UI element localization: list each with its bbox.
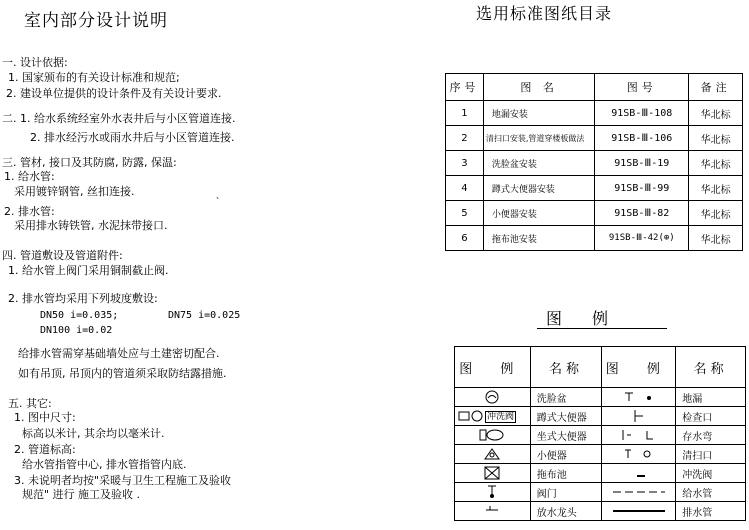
cleanout-icon [619, 446, 659, 462]
check-port-icon [619, 408, 659, 424]
legend-symbol-cell [602, 464, 676, 483]
catalog-header-code: 图号 [595, 74, 689, 101]
legend-name: 存水弯 [676, 426, 746, 445]
legend-symbol-cell [455, 445, 531, 464]
catalog-code: 91SB-Ⅲ-19 [595, 151, 689, 176]
s2-item-2: 2. 排水经污水或雨水井后与小区管道连接. [30, 131, 235, 144]
mop-sink-icon [482, 465, 502, 481]
table-row [455, 407, 746, 426]
catalog-code: 91SB-Ⅲ-106 [595, 126, 689, 151]
catalog-name: 清扫口安装,管道穿楼板做法 [483, 126, 595, 151]
table-row [455, 388, 746, 407]
slope-dn100: DN100 i=0.02 [40, 325, 113, 336]
table-row [455, 502, 746, 521]
s4-heading: 四. 管道敷设及管道附件: [2, 249, 123, 262]
s3-sub-1: 1. 给水管: [4, 170, 55, 183]
legend-title: 图例 [546, 309, 639, 328]
catalog-header-name: 图 名 [483, 74, 595, 101]
table-row [446, 201, 743, 226]
legend-name: 检查口 [676, 407, 746, 426]
washbasin-icon [482, 389, 502, 405]
legend-header-row [455, 347, 746, 388]
s5-heading: 五. 其它: [8, 397, 52, 410]
catalog-note: 华北标 [689, 201, 743, 226]
s5-item-2: 2. 管道标高: [14, 443, 76, 456]
catalog-no: 1 [446, 101, 484, 126]
catalog-table [445, 73, 743, 251]
legend-symbol-cell [455, 464, 531, 483]
squat-toilet-icon [457, 408, 485, 424]
catalog-note: 华北标 [689, 226, 743, 251]
notes-title: 室内部分设计说明 [24, 11, 168, 31]
slope-dn75: DN75 i=0.025 [168, 310, 241, 321]
legend-name: 地漏 [676, 388, 746, 407]
legend-name: 坐式大便器 [530, 426, 602, 445]
s5-item-3: 3. 未说明者均按"采暖与卫生工程施工及验收 [14, 474, 232, 487]
flush-valve-icon [619, 465, 659, 481]
s5-item-3-text: 规范" 进行 施工及验收 . [22, 488, 141, 501]
s5-item-1: 1. 图中尺寸: [14, 411, 76, 424]
catalog-header-row [446, 74, 743, 101]
legend-symbol-cell [455, 388, 531, 407]
table-row [455, 464, 746, 483]
legend-symbol-cell [602, 445, 676, 464]
catalog-no: 2 [446, 126, 484, 151]
legend-header-name-right: 名称 [676, 347, 746, 388]
legend-name: 洗脸盆 [530, 388, 602, 407]
s3-heading: 三. 管材, 接口及其防腐, 防露, 保温: [2, 156, 177, 169]
drain-line-icon [609, 504, 669, 518]
catalog-note: 华北标 [689, 151, 743, 176]
catalog-code: 91SB-Ⅲ-99 [595, 176, 689, 201]
legend-symbol-cell [455, 407, 531, 426]
s2-item-1: 二. 1. 给水系统经室外水表井后与小区管道连接. [2, 112, 236, 125]
legend-header-symbol-right: 图 例 [602, 347, 676, 388]
catalog-note: 华北标 [689, 126, 743, 151]
legend-name: 放水龙头 [530, 502, 602, 521]
catalog-name: 地漏安装 [483, 101, 595, 126]
legend-name: 排水管 [676, 502, 746, 521]
catalog-title: 选用标准图纸目录 [476, 4, 613, 23]
table-row [455, 426, 746, 445]
s4-item-2: 2. 排水管均采用下列坡度敷设: [8, 292, 158, 305]
legend-header-name-left: 名称 [530, 347, 602, 388]
water-supply-line-icon [609, 484, 669, 500]
catalog-no: 3 [446, 151, 484, 176]
legend-symbol-cell [455, 483, 531, 502]
valve-icon [482, 484, 502, 500]
stray-mark: 、 [216, 191, 224, 200]
sitting-toilet-icon [478, 427, 506, 443]
legend-symbol-cell [602, 407, 676, 426]
legend-name: 冲洗阀 [676, 464, 746, 483]
catalog-no: 6 [446, 226, 484, 251]
legend-symbol-cell [602, 426, 676, 445]
urinal-icon [482, 446, 502, 462]
catalog-code: 91SB-Ⅲ-42(⊕) [595, 226, 689, 251]
s4-note-2: 如有吊顶, 吊顶内的管道须采取防结露措施. [18, 367, 227, 380]
s4-note-1: 给排水管需穿基础墙处应与土建密切配合. [18, 347, 220, 360]
s1-item-1: 1. 国家颁布的有关设计标准和规范; [8, 71, 180, 84]
s3-sub-2: 2. 排水管: [4, 205, 55, 218]
legend-name: 蹲式大便器 [530, 407, 602, 426]
legend-title-underline [537, 328, 667, 329]
catalog-code: 91SB-Ⅲ-82 [595, 201, 689, 226]
legend-symbol-cell [455, 502, 531, 521]
catalog-name: 小便器安装 [483, 201, 595, 226]
catalog-no: 5 [446, 201, 484, 226]
legend-symbol-cell [602, 388, 676, 407]
slope-dn50: DN50 i=0.035; [40, 310, 119, 321]
legend-name: 阀门 [530, 483, 602, 502]
faucet-icon [482, 504, 502, 518]
legend-header-symbol-left: 图 例 [455, 347, 531, 388]
s3-sub-1-text: 采用镀锌钢管, 丝扣连接. [14, 185, 135, 198]
legend-symbol-cell [455, 426, 531, 445]
table-row [446, 126, 743, 151]
table-row [446, 151, 743, 176]
catalog-name: 拖布池安装 [483, 226, 595, 251]
legend-name: 给水管 [676, 483, 746, 502]
table-row [455, 483, 746, 502]
table-row [446, 176, 743, 201]
s4-item-1: 1. 给水管上阀门采用铜制截止阀. [8, 264, 169, 277]
s5-item-1-text: 标高以米计, 其余均以毫米计. [22, 427, 165, 440]
legend-symbol-cell [602, 483, 676, 502]
catalog-header-no: 序号 [446, 74, 484, 101]
catalog-no: 4 [446, 176, 484, 201]
catalog-name: 洗脸盆安装 [483, 151, 595, 176]
catalog-note: 华北标 [689, 101, 743, 126]
s1-heading: 一. 设计依据: [2, 56, 68, 69]
flush-valve-tag: 冲洗阀 [487, 412, 515, 422]
table-row [446, 226, 743, 251]
legend-table [454, 346, 746, 521]
catalog-name: 蹲式大便器安装 [483, 176, 595, 201]
s5-item-2-text: 给水管指管中心, 排水管指管内底. [22, 458, 187, 471]
floor-drain-icon [619, 389, 659, 405]
s1-item-2: 2. 建设单位提供的设计条件及有关设计要求. [6, 87, 222, 100]
table-row [446, 101, 743, 126]
trap-icon [617, 427, 661, 443]
catalog-code: 91SB-Ⅲ-108 [595, 101, 689, 126]
legend-name: 小便器 [530, 445, 602, 464]
table-row [455, 445, 746, 464]
legend-symbol-cell [602, 502, 676, 521]
legend-name: 拖布池 [530, 464, 602, 483]
legend-name: 清扫口 [676, 445, 746, 464]
catalog-header-note: 备注 [689, 74, 743, 101]
catalog-note: 华北标 [689, 176, 743, 201]
s3-sub-2-text: 采用排水铸铁管, 水泥抹带接口. [14, 219, 168, 232]
